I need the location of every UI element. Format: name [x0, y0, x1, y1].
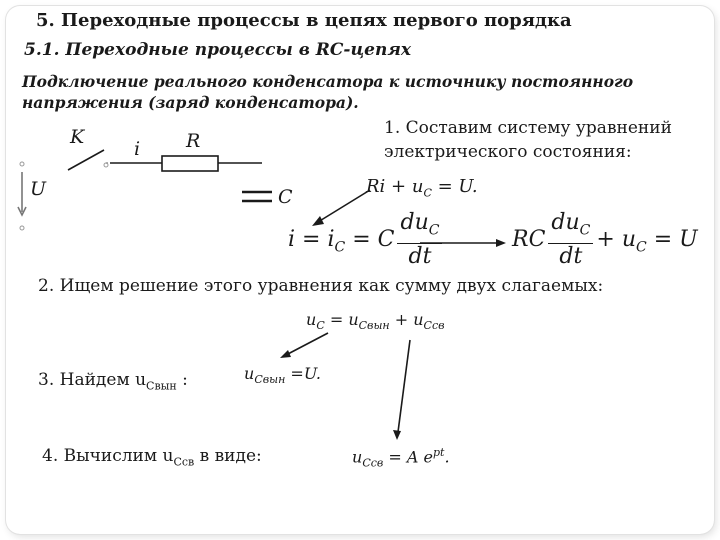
terminal-top: [20, 162, 24, 166]
step1-line2: электрического состояния:: [384, 142, 632, 162]
current-label: i: [134, 138, 141, 160]
current-equation: $i = i_C = C$ $\frac{du_C}{dt}$: [288, 210, 445, 270]
resistor-label: R: [186, 130, 201, 152]
solution-sum-equation: $u_C = u_{Cвын} + u_{Cсв}$: [306, 310, 445, 333]
slide-subtitle: 5.1. Переходные процессы в RC-цепях: [24, 40, 411, 60]
slide-title: 5. Переходные процессы в цепях первого порядка: [36, 10, 572, 31]
terminal-bottom: [20, 226, 24, 230]
step1-line1: 1. Составим систему уравнений: [384, 118, 672, 138]
step3-text: 3. Найдем $u_{Cвын}$ :: [38, 370, 188, 393]
arrowhead-forced: [280, 350, 291, 358]
differential-equation: RC $\frac{du_C}{dt}$ + $u_C = U$: [512, 210, 698, 270]
kvl-equation: $Ri + u_C = U$.: [366, 176, 478, 200]
resistor-symbol: [162, 156, 218, 171]
arrow-to-forced: [286, 333, 328, 355]
step2-text: 2. Ищем решение этого уравнения как сумму двух слагаемых:: [38, 276, 604, 296]
forced-component-equation: $u_{Cвын} =U$.: [244, 364, 321, 387]
free-component-equation: $u_{Cсв} = A$ $e^{pt}$.: [352, 446, 450, 470]
arrowhead-diff-eq: [496, 239, 506, 247]
source-label: U: [30, 178, 47, 200]
switch-blade: [68, 150, 104, 170]
step4-text: 4. Вычислим $u_{Cсв}$ в виде:: [42, 446, 262, 469]
slide-description: Подключение реального конденсатора к источнику постоянного напряжения (заряд конденсатора).: [22, 72, 634, 112]
arrowhead-free: [393, 430, 401, 440]
capacitor-label: C: [278, 186, 293, 208]
arrow-to-free: [398, 340, 410, 432]
switch-label: K: [70, 126, 85, 148]
